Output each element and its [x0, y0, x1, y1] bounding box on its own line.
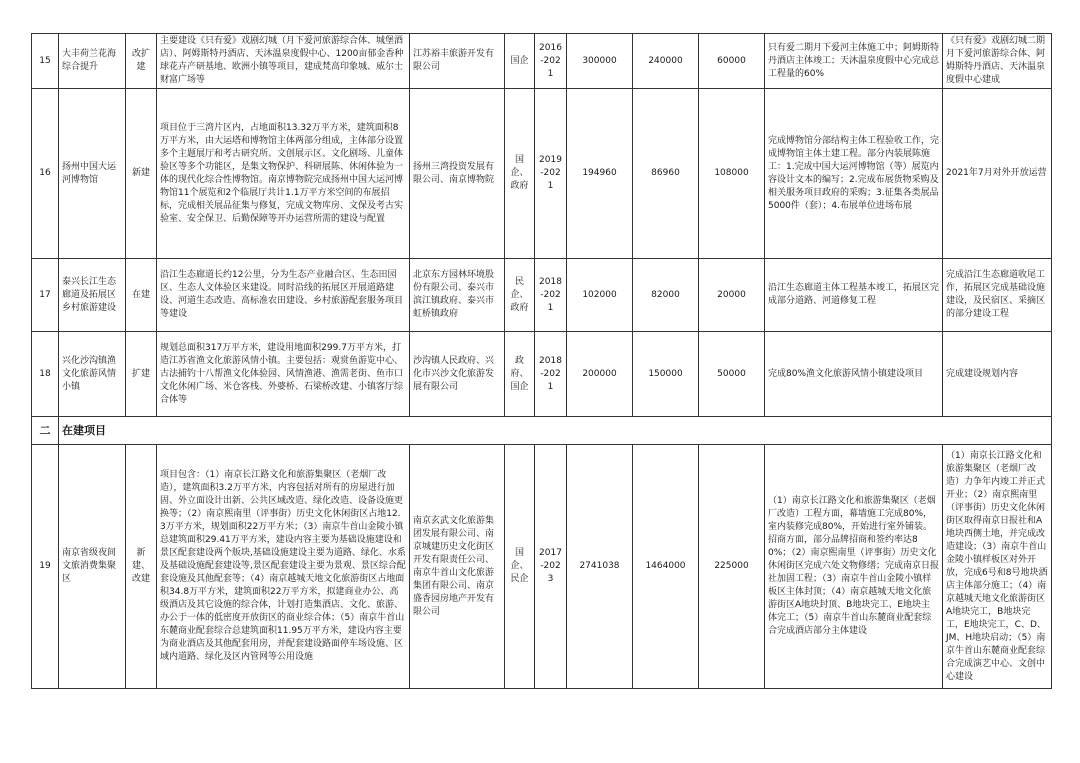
section-title: 在建项目 [59, 417, 1052, 445]
cell-completed-investment: 150000 [633, 332, 699, 417]
cell-completed-investment: 86960 [633, 89, 699, 259]
cell-nature: 政府、国企 [505, 332, 535, 417]
cell-build-type: 在建 [126, 259, 157, 332]
cell-content: 项目位于三湾片区内，占地面积13.32万平方米，建筑面积8万平方米，由大运塔和博物馆主体两部分组成，主体部分设置多个主题展厅和考古研究所、文创展示区、文化剧场、儿童体验区等多个功能区，是集文物保护、科研展陈、休闲体验为一体的现代化综合性博物馆。南京博物院完成扬州中国大运河博物馆11个展览和2个临展厅共计1.1万平方米空间的布展招标，完成相关展品征集与修复，完成文物库房、文保及考古实验室、安全保卫、后勤保障等开办运营所需的建设与配置 [157, 89, 410, 259]
cell-total-investment: 200000 [567, 332, 633, 417]
cell-period: 2018-2021 [535, 259, 567, 332]
cell-nature: 民企、政府 [505, 259, 535, 332]
cell-no: 17 [32, 259, 59, 332]
cell-no: 15 [32, 34, 59, 89]
cell-no: 18 [32, 332, 59, 417]
cell-period: 2019-2021 [535, 89, 567, 259]
cell-planned-investment: 60000 [699, 34, 765, 89]
cell-owner: 南京玄武文化旅游集团发展有限公司、南京城建历史文化街区开发有限责任公司、南京牛首山文化旅游集团有限公司、南京盛香园房地产开发有限公司 [410, 445, 505, 689]
cell-nature: 国企、政府 [505, 89, 535, 259]
cell-project-name: 南京省级夜间文旅消费集聚区 [59, 445, 126, 689]
cell-progress: 完成80%渔文化旅游风情小镇建设项目 [765, 332, 943, 417]
cell-planned-investment: 50000 [699, 332, 765, 417]
cell-project-name: 泰兴长江生态廊道及拓展区乡村旅游建设 [59, 259, 126, 332]
cell-nature: 国企、民企 [505, 445, 535, 689]
cell-owner: 扬州三湾投资发展有限公司、南京博物院 [410, 89, 505, 259]
cell-period: 2016-2021 [535, 34, 567, 89]
cell-planned-investment: 225000 [699, 445, 765, 689]
cell-content: 项目包含：（1）南京长江路文化和旅游集聚区（老烟厂改造），建筑面积3.2万平方米，内容包括对所有的房屋进行加固、外立面设计出新、公共区域改造、绿化改造、设备设施更换等；（2）南京熙南里（评事街）历史文化休闲街区占地12.3万平方米，规划面积22万平方米；（3）南京牛首山金陵小镇总建筑面积29.41万平方米，建设内容主要为基础设施建设和景区配套建设两个版块,基础设施建设主要为道路、绿化、水系及基础设施配套建设等,景区配套建设主要为景观、景区综合配套设施及其他配套等；（4）南京越城天地文化旅游街区占地面积34.8万平方米，建筑面积22万平方米，拟建商业办公、高级酒店及其它设施的综合体，计划打造集酒店、文化、旅游、办公于一体的低密度开放街区的商业综合体；（5）南京牛首山东麓商业配套综合总建筑面积11.95万平方米，建设内容主要为商业酒店及其他配套用房，并配套建设路面停车场设施、区域内道路、绿化及区内管网等公用设施 [157, 445, 410, 689]
cell-progress: 沿江生态廊道主体工程基本竣工，拓展区完成部分道路、河道修复工程 [765, 259, 943, 332]
cell-build-type: 新建 [126, 89, 157, 259]
table-row [32, 332, 1052, 417]
cell-completed-investment: 240000 [633, 34, 699, 89]
cell-target: 《只有爱》戏剧幻城二期月下爱河旅游综合体、阿姆斯特丹酒店、天沐温泉度假中心建成 [943, 34, 1052, 89]
cell-target: 2021年7月对外开放运营 [943, 89, 1052, 259]
cell-planned-investment: 20000 [699, 259, 765, 332]
cell-target: 完成建设规划内容 [943, 332, 1052, 417]
cell-completed-investment: 82000 [633, 259, 699, 332]
cell-content: 规划总面积317万平方米，建设用地面积299.7万平方米，打造江苏省渔文化旅游风情小镇。主要包括：观赏鱼游览中心、古法捕钓十八帮渔文化体验园、风情渔港、渔需老街、鱼市口文化休闲广场、米仓客栈、外婆桥、石梁桥改建、小镇客厅综合体等 [157, 332, 410, 417]
cell-planned-investment: 108000 [699, 89, 765, 259]
cell-build-type: 新建、改建 [126, 445, 157, 689]
project-table [31, 33, 1052, 689]
cell-build-type: 改扩建 [126, 34, 157, 89]
cell-no: 19 [32, 445, 59, 689]
cell-period: 2018-2021 [535, 332, 567, 417]
cell-no: 16 [32, 89, 59, 259]
table-row [32, 89, 1052, 259]
table-row [32, 445, 1052, 689]
cell-build-type: 扩建 [126, 332, 157, 417]
cell-project-name: 兴化沙沟镇渔文化旅游风情小镇 [59, 332, 126, 417]
cell-owner: 江苏裕丰旅游开发有限公司 [410, 34, 505, 89]
cell-content: 沿江生态廊道长约12公里，分为生态产业融合区、生态田园区、生态人文体验区来建设。同时沿线的拓展区开展道路建设、河道生态改造、高标准农田建设、乡村旅游配套服务项目等建设 [157, 259, 410, 332]
cell-total-investment: 2741038 [567, 445, 633, 689]
cell-target: （1）南京长江路文化和旅游集聚区（老烟厂改造）力争年内竣工并正式开业；（2）南京熙南里（评事街）历史文化休闲街区取得南京日报社和A地块西侧土地，并完成改造建设；（3）南京牛首山金陵小镇样板区对外开放，完成6号和8号地块酒店主体部分施工；（4）南京越城天地文化旅游街区A地块完工，B地块完工，E地块完工，C、D、JM、H地块启动；（5）南京牛首山东麓商业配套综合完成演艺中心、文创中心建设 [943, 445, 1052, 689]
table-row [32, 34, 1052, 89]
cell-owner: 北京东方园林环境股份有限公司、泰兴市滨江镇政府、泰兴市虹桥镇政府 [410, 259, 505, 332]
cell-target: 完成沿江生态廊道收尾工作，拓展区完成基础设施建设，及民宿区、采摘区的部分建设工程 [943, 259, 1052, 332]
cell-project-name: 扬州中国大运河博物馆 [59, 89, 126, 259]
cell-total-investment: 194960 [567, 89, 633, 259]
cell-progress: 只有爱二期月下爱河主体施工中；阿姆斯特丹酒店主体竣工；天沐温泉度假中心完成总工程量的60% [765, 34, 943, 89]
section-header-row [32, 417, 1052, 445]
section-number: 二 [32, 417, 59, 445]
cell-owner: 沙沟镇人民政府、兴化市兴沙文化旅游发展有限公司 [410, 332, 505, 417]
table-row [32, 259, 1052, 332]
cell-progress: 完成博物馆分部结构主体工程验收工作，完成博物馆主体土建工程。部分内装展陈施工：1.完成中国大运河博物馆（等）展览内容设计文本的编写；2.完成布展货物采购及相关服务项目政府的采购；3.征集各类展品5000件（套）；4.布展单位进场布展 [765, 89, 943, 259]
cell-period: 2017-2023 [535, 445, 567, 689]
cell-total-investment: 300000 [567, 34, 633, 89]
cell-total-investment: 102000 [567, 259, 633, 332]
cell-progress: （1）南京长江路文化和旅游集聚区（老烟厂改造）工程方面，幕墙施工完成80%，室内装修完成80%，开始进行室外铺装。招商方面，部分品牌招商和签约率达80%；（2）南京熙南里（评事街）历史文化休闲街区完成六处文物修缮；完成南京日报社加固工程；（3）南京牛首山金陵小镇样板区主体封顶；（4）南京越城天地文化旅游街区A地块封顶、B地块完工、E地块主体完工；（5）南京牛首山东麓商业配套综合完成酒店部分主体建设 [765, 445, 943, 689]
cell-nature: 国企 [505, 34, 535, 89]
cell-completed-investment: 1464000 [633, 445, 699, 689]
cell-project-name: 大丰荷兰花海综合提升 [59, 34, 126, 89]
cell-content: 主要建设《只有爱》戏剧幻城（月下爱河旅游综合体、城堡酒店）、阿姆斯特丹酒店、天沐温泉度假中心、1200亩郁金香种球花卉产研基地、欧洲小镇等项目，建成梵高印象城、威尔士财富广场等 [157, 34, 410, 89]
